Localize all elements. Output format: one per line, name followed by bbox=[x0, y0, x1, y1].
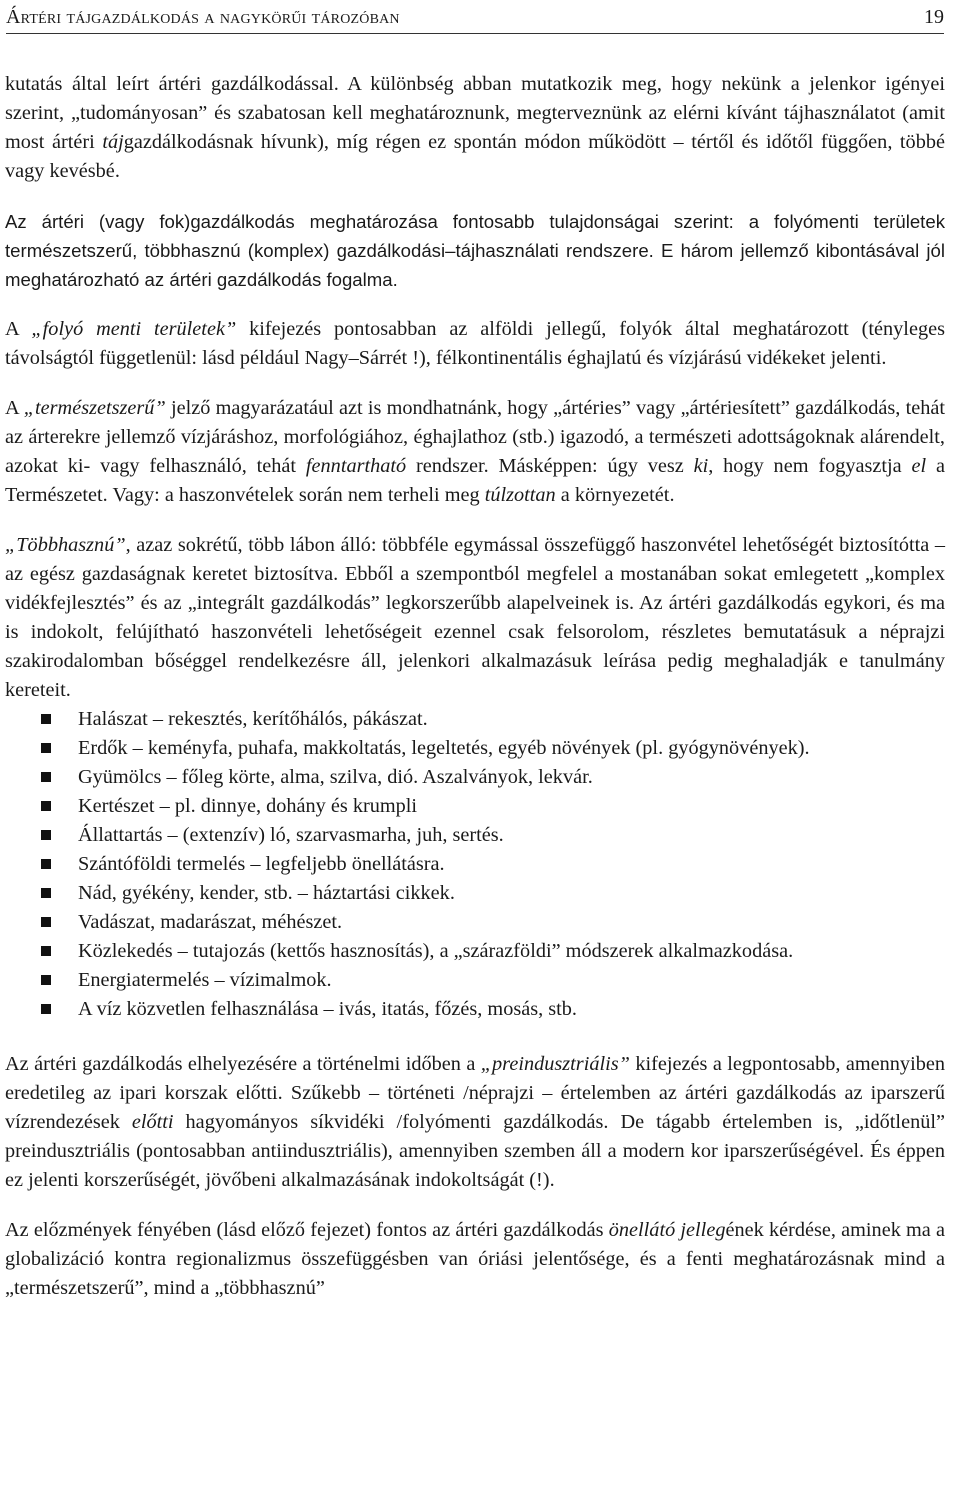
list-item-text: Energiatermelés – vízimalmok. bbox=[78, 969, 332, 991]
running-header bbox=[6, 3, 944, 34]
header-title: Ártéri tájgazdálkodás a nagykörűi tározóban bbox=[6, 6, 400, 28]
text-run: kutatás által leírt ártéri gazdálkodással. A különbség abban mutatkozik meg, hogy nekünk a jelenkor igényei szerint, „tudományosan” és szabatosan kell meghatároznunk, megterveznünk az elérni kívánt tájhasználatot (amit most ártéri bbox=[5, 73, 945, 153]
emphasis: táj bbox=[102, 131, 124, 153]
list-item bbox=[5, 908, 945, 937]
square-bullet-icon bbox=[41, 1004, 51, 1014]
emphasis: fenntartható bbox=[305, 455, 407, 477]
text-run: Az előzmények fényében (lásd előző fejezet) fontos az ártéri gazdálkodás bbox=[5, 1219, 609, 1241]
text-run: , hogy nem fogyasztja bbox=[708, 455, 912, 477]
square-bullet-icon bbox=[41, 714, 51, 724]
paragraph-7 bbox=[5, 1216, 945, 1303]
square-bullet-icon bbox=[41, 975, 51, 985]
paragraph-1 bbox=[5, 70, 945, 186]
text-run: , azaz sokrétű, több lábon álló: többféle egymással összefüggő haszonvétel lehetőségét biztosítótta – az egész gazdaságnak keretet biztosítva. Ebből a szempontból megfelel a mostanában sokat emlegetett „komplex vidékfejlesztés” és az „integrált gazdálkodás” legkorszerűbb alapelveinek is. Az ártéri gazdálkodás egykori, és ma is indokolt, felújítható haszonvételi lehetőségeit ezennel csak felsorolom, részletes bemutatásuk a néprajzi szakirodalomban bőséggel rendelkezésre áll, jelenkori alkalmazásuk leírása pedig meghaladják e tanulmány kereteit. bbox=[5, 534, 945, 701]
list-item-text: Erdők – keményfa, puhafa, makkoltatás, legeltetés, egyéb növények (pl. gyógynövények). bbox=[78, 737, 810, 759]
list-item bbox=[5, 734, 945, 763]
document-body bbox=[5, 70, 945, 1324]
list-item bbox=[5, 966, 945, 995]
square-bullet-icon bbox=[41, 859, 51, 869]
page-number: 19 bbox=[924, 6, 944, 28]
paragraph-2: Az ártéri (vagy fok)gazdálkodás meghatározása fontosabb tulajdonságai szerint: a folyómenti területek természetszerű, többhasznú (komplex) gazdálkodási–tájhasználati rendszere. E három jellemző kibontásával jól meghatározható az ártéri gazdálkodás fogalma. bbox=[5, 211, 945, 290]
text-run: kifejezés pontosabban az alföldi jellegű, folyók által meghatározott (tényleges távolságtól függetlenül: lásd például Nagy–Sárrét !), félkontinentális éghajlatú és vízjárású vidékeket jelenti. bbox=[5, 318, 945, 369]
text-run: a környezetét. bbox=[555, 484, 675, 506]
usage-list bbox=[5, 705, 945, 1024]
text-run: hagyományos síkvidéki /folyómenti gazdálkodás. De tágabb értelemben is, „időtlenül” preindusztriális (pontosabban antiindusztriális), amennyiben szemben áll a modern kor iparszerűségével. És éppen ez jelenti korszerűségét, jövőbeni alkalmazásának indokoltságát (!). bbox=[5, 1111, 945, 1191]
emphasis: ki bbox=[693, 455, 709, 477]
text-run: A bbox=[5, 318, 32, 340]
list-item-text: Halászat – rekesztés, kerítőhálós, pákászat. bbox=[78, 708, 428, 730]
list-item bbox=[5, 821, 945, 850]
text-run: kifejezés a legpontosabb, amennyiben eredetileg az ipari korszak előtti. Szűkebb – történeti /néprajzi – értelemben az ártéri gazdálkodás az iparszerű vízrendezések bbox=[5, 1053, 945, 1133]
text-run: jelző magyarázatául azt is mondhatnánk, hogy „ártéries” vagy „ártériesített” gazdálkodás, tehát az árterekre jellemző vízjáráshoz, morfológiához, éghajlathoz (stb.) igazodó, a természeti adottságoknak alárendelt, azokat ki- vagy felhasználó, tehát bbox=[5, 397, 945, 477]
paragraph-3 bbox=[5, 315, 945, 373]
list-item-text: Állattartás – (extenzív) ló, szarvasmarha, juh, sertés. bbox=[78, 824, 504, 846]
text-run: ének kérdése, aminek ma a globalizáció kontra regionalizmus összefüggésben van óriási jelentősége, és a fenti meghatározásnak mind a „természetszerű”, mind a „többhasznú” bbox=[5, 1219, 946, 1299]
text-run: Az ártéri gazdálkodás elhelyezésére a történelmi időben a bbox=[5, 1053, 481, 1075]
text-run: gazdálkodásnak hívunk), míg régen ez spontán módon működött – tértől és időtől függően, többé vagy kevésbé. bbox=[5, 131, 945, 182]
emphasis: „folyó menti területek” bbox=[31, 318, 237, 340]
emphasis: „természetszerű” bbox=[23, 397, 166, 419]
list-item bbox=[5, 937, 945, 966]
list-item-text: Gyümölcs – főleg körte, alma, szilva, dió. Aszalványok, lekvár. bbox=[78, 766, 593, 788]
square-bullet-icon bbox=[41, 743, 51, 753]
paragraph-4 bbox=[5, 394, 945, 510]
square-bullet-icon bbox=[41, 801, 51, 811]
list-item bbox=[5, 879, 945, 908]
emphasis: túlzottan bbox=[484, 484, 556, 506]
paragraph-5 bbox=[5, 531, 945, 705]
emphasis: „preindusztriális” bbox=[480, 1053, 630, 1075]
square-bullet-icon bbox=[41, 830, 51, 840]
emphasis: el bbox=[911, 455, 927, 477]
list-item bbox=[5, 995, 945, 1024]
emphasis: előtti bbox=[131, 1111, 174, 1133]
list-item bbox=[5, 705, 945, 734]
list-item bbox=[5, 763, 945, 792]
emphasis: „Többhasznú” bbox=[5, 534, 126, 556]
paragraph-6 bbox=[5, 1050, 945, 1195]
list-item-text: Kertészet – pl. dinnye, dohány és krumpli bbox=[78, 795, 418, 817]
square-bullet-icon bbox=[41, 946, 51, 956]
list-item-text: A víz közvetlen felhasználása – ivás, itatás, főzés, mosás, stb. bbox=[78, 998, 577, 1020]
list-item-text: Szántóföldi termelés – legfeljebb önellátásra. bbox=[78, 853, 445, 875]
list-item bbox=[5, 850, 945, 879]
square-bullet-icon bbox=[41, 888, 51, 898]
text-run: rendszer. Másképpen: úgy vesz bbox=[406, 455, 694, 477]
list-item-text: Vadászat, madarászat, méhészet. bbox=[78, 911, 343, 933]
text-run: A bbox=[5, 397, 24, 419]
list-item-text: Nád, gyékény, kender, stb. – háztartási cikkek. bbox=[78, 882, 455, 904]
text-run: a Természetet. Vagy: a haszonvételek során nem terheli meg bbox=[5, 455, 945, 506]
square-bullet-icon bbox=[41, 772, 51, 782]
square-bullet-icon bbox=[41, 917, 51, 927]
list-item-text: Közlekedés – tutajozás (kettős hasznosítás), a „szárazföldi” módszerek alkalmazkodása. bbox=[78, 940, 794, 962]
emphasis: önellátó jelleg bbox=[608, 1219, 726, 1241]
list-item bbox=[5, 792, 945, 821]
